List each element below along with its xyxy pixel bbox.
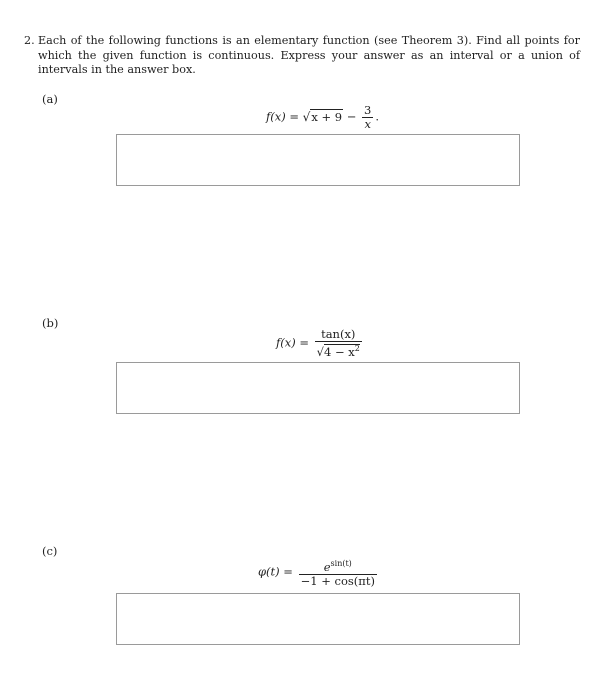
formula-b-radicand-text: 4 − x [324,344,355,359]
formula-c-fraction [299,557,377,588]
sqrt-symbol: √ [302,109,311,124]
part-b-label: (b) [42,316,59,330]
formula-b-radicand [324,344,360,359]
formula-c-lhs: φ(t) = [258,564,293,579]
part-c-label: (c) [42,544,58,558]
formula-a-denominator: x [364,117,371,131]
formula-b-numerator: tan(x) [315,328,362,342]
formula-b-denominator [315,342,362,359]
formula-b [276,328,364,359]
formula-c-exponent: sin(t) [330,559,352,568]
formula-c-denominator: −1 + cos(πt) [300,573,375,588]
answer-box-b[interactable] [116,362,520,414]
formula-c-numerator [299,557,377,575]
problem-statement [24,34,580,78]
formula-b-fraction [315,328,362,359]
formula-a-lhs: f(x) = [266,109,300,124]
formula-a-minus: − [346,109,357,124]
part-a-label: (a) [42,92,58,106]
formula-a-radicand: x + 9 [311,109,343,124]
formula-c [258,557,379,588]
formula-a-sqrt [303,110,343,124]
problem-number: 2. [24,34,35,47]
formula-a-period: . [375,109,380,124]
formula-c-base: e [323,559,331,574]
formula-b-exponent: 2 [354,344,360,353]
formula-a-fraction [362,104,373,131]
answer-box-a[interactable] [116,134,520,186]
answer-box-c[interactable] [116,593,520,645]
formula-b-lhs: f(x) = [276,335,310,350]
formula-a-numerator: 3 [364,103,372,117]
problem-text: Each of the following functions is an elementary function (see Theorem 3). Find all points for which the given function is continuous. Express your answer as an interval or a union of intervals in the answer box. [38,34,580,76]
sqrt-symbol: √ [316,344,324,359]
formula-a [266,104,379,131]
